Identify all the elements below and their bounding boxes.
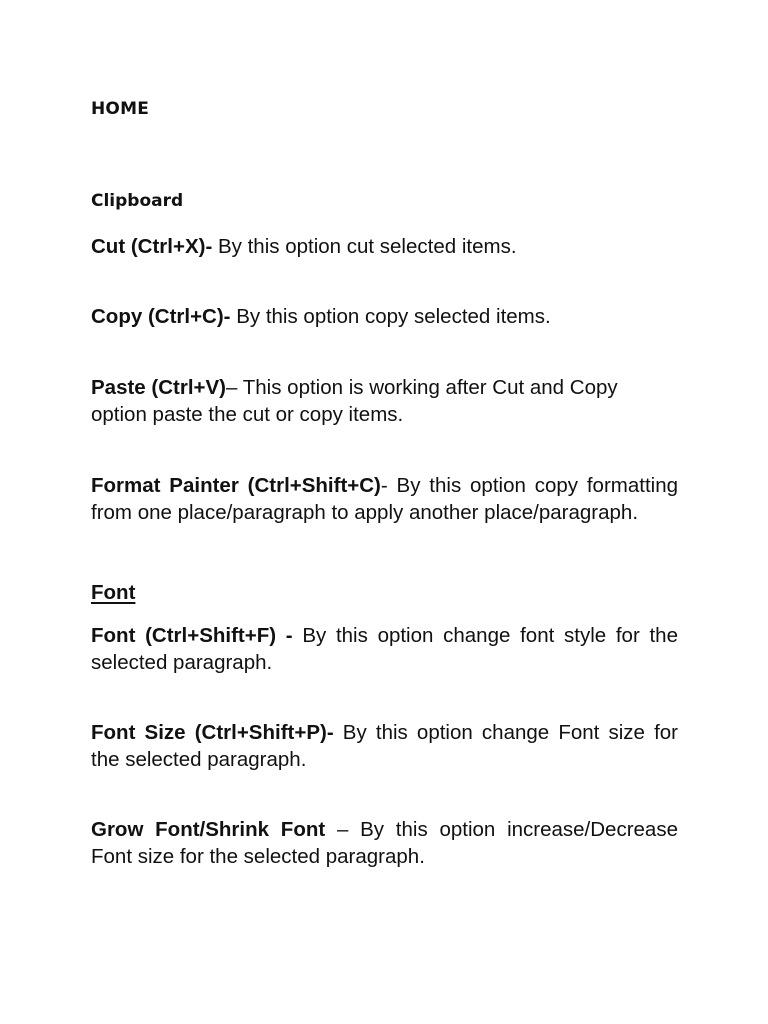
- desc-copy: By this option copy selected items.: [230, 305, 551, 328]
- paragraph-format-painter: [91, 472, 678, 526]
- heading-home: HOME: [91, 99, 150, 119]
- desc-paste: – This option is working after Cut and Copy option paste the cut or copy items.: [91, 376, 618, 426]
- term-format-painter: Format Painter (Ctrl+Shift+C): [91, 474, 381, 497]
- desc-format-painter: - By this option copy formatting from one place/paragraph to apply another place/paragraph.: [91, 474, 678, 524]
- term-copy: Copy (Ctrl+C)-: [91, 305, 231, 328]
- paragraph-copy: [91, 303, 678, 330]
- desc-font: By this option change font style for the selected paragraph.: [91, 624, 678, 674]
- paragraph-cut: [91, 233, 678, 260]
- heading-font: Font: [91, 581, 136, 604]
- paragraph-grow-shrink-font: [91, 816, 678, 870]
- term-cut: Cut (Ctrl+X)-: [91, 235, 213, 258]
- term-font: Font (Ctrl+Shift+F) -: [91, 624, 293, 647]
- desc-cut: By this option cut selected items.: [212, 235, 517, 258]
- term-font-size: Font Size (Ctrl+Shift+P)-: [91, 721, 334, 744]
- desc-grow-shrink-font: – By this option increase/Decrease Font size for the selected paragraph.: [91, 818, 678, 868]
- paragraph-paste: [91, 374, 678, 428]
- term-paste: Paste (Ctrl+V): [91, 376, 227, 399]
- paragraph-font: [91, 622, 678, 676]
- heading-clipboard: Clipboard: [91, 191, 184, 211]
- paragraph-font-size: [91, 719, 678, 773]
- term-grow-shrink-font: Grow Font/Shrink Font: [91, 818, 326, 841]
- desc-font-size: By this option change Font size for the selected paragraph.: [91, 721, 679, 771]
